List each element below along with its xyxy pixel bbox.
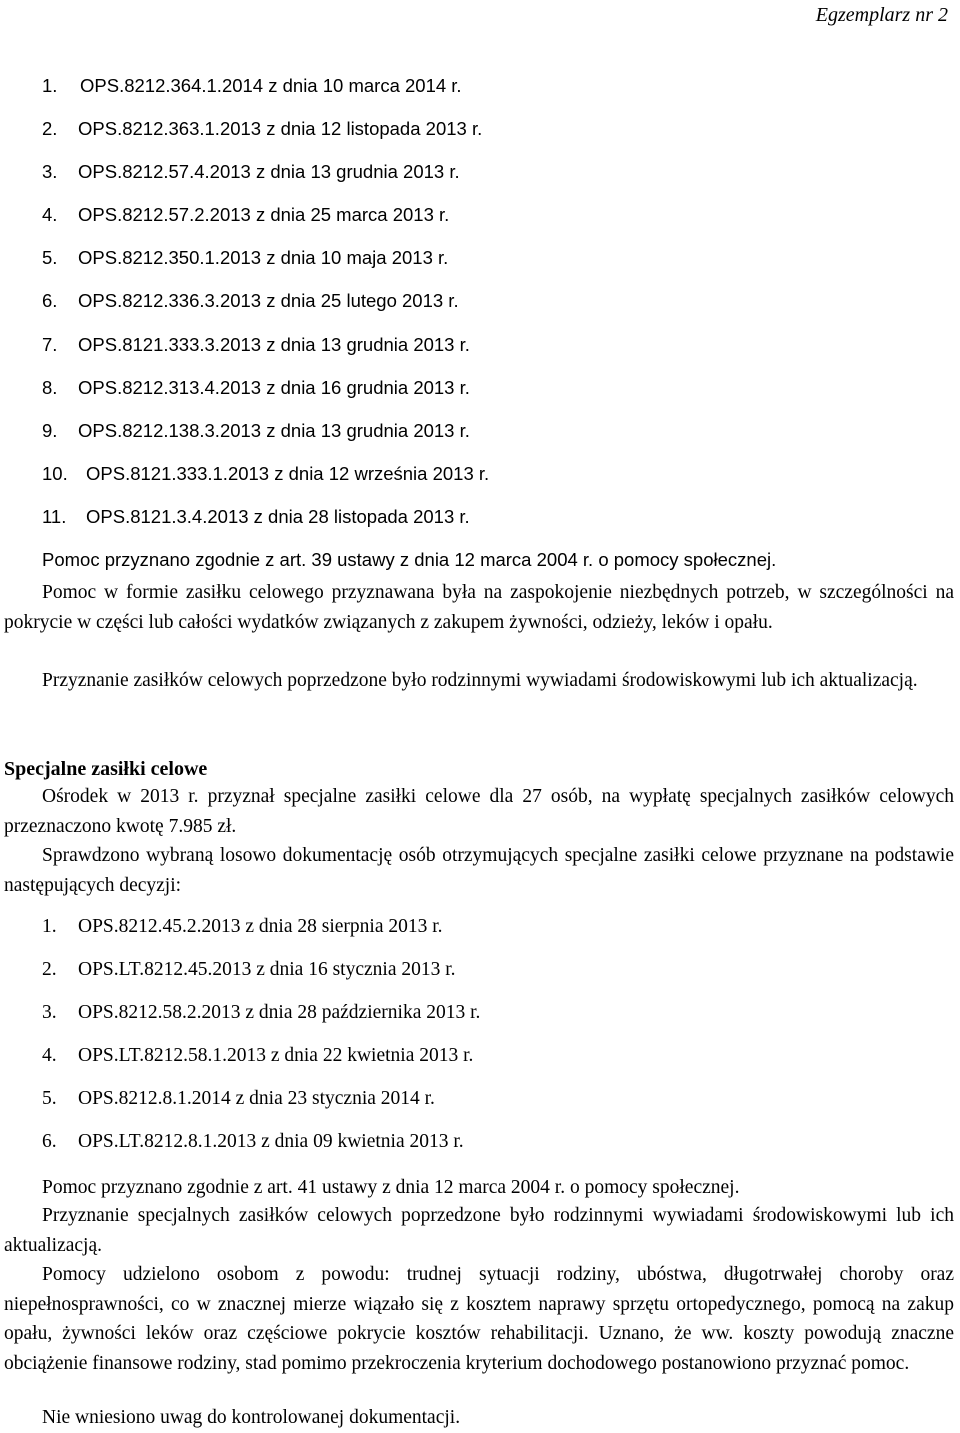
reasons-paragraph: Pomocy udzielono osobom z powodu: trudnej sytuacji rodziny, ubóstwa, długotrwałej choroby oraz niepełnosprawności, co w znacznej mierze wiązało się z kosztem naprawy sprzętu ortopedycznego, pomocą na zakup opału, żywności leków oraz częściowe pokrycie kosztów rehabilitacji. Uznano, że ww. koszty powodują znaczne obciążenie finansowe rodziny, stad pomimo przekroczenia kryterium dochodowego postanowiono przyznać pomoc.: [4, 1264, 954, 1374]
interview-paragraph-2: Przyznanie specjalnych zasiłków celowych poprzedzone było rodzinnymi wywiadami środowiskowymi lub ich aktualizacją.: [4, 1205, 954, 1256]
conclusion-paragraph: Nie wniesiono uwag do kontrolowanej dokumentacji.: [42, 1407, 461, 1428]
section-heading: Specjalne zasiłki celowe: [4, 758, 208, 780]
document-page: Egzemplarz nr 2 1. OPS.8212.364.1.2014 z dnia 10 marca 2014 r. 2. OPS.8212.363.1.2013 z dnia 12 listopada 2013 r. 3. OPS.8212.57.4.2013 z dnia 13 grudnia 2013 r. 4. OPS.8212.57.2.2013 z dnia 25 marca 2013 r. 5. OPS.8212.350.1.2013 z dnia 10 maja 2013 r. 6. OPS.8212.336.3.2013 z dnia 25 lutego 2013 r. 7. OPS.8121.333.3.2013 z dnia 13 grudnia 2013 r. 8. OPS.8212.313.4.2013 z dnia 16 grudnia 2013 r. 9. OPS.8212.138.3.2013 z dnia 13 grudnia 2013 r. 10. OPS.8121.333.1.2013 z dnia 12 września 2013 r. 11. OPS.8121.3.4.2013 z dnia 28 listopada 2013 r. Pomoc przyznano zgodnie z art. 39 ustawy z dnia 12 marca 2004 r. o pomocy społecznej. Pomoc w formie zasiłku celowego przyznawana była na zaspokojenie niezbędnych potrzeb, w szczególności na pokrycie w części lub całości wydatków związanych z zakupem żywności, odzieży, leków i opału. Przyznanie zasiłków celowych poprzedzone było rodzinnymi wywiadami środowiskowymi lub ich aktualizacją. Specjalne zasiłki celowe Ośrodek w 2013 r. przyznał specjalne zasiłki celowe dla 27 osób, na wypłatę specjalnych zasiłków celowych przeznaczono kwotę 7.985 zł. Sprawdzono wybraną losowo dokumentację osób otrzymujących specjalne zasiłki celowe przyznane na podstawie następujących decyzji: 1. OPS.8212.45.2.2013 z dnia 28 sierpnia 2013 r. 2. OPS.LT.8212.45.2013 z dnia 16 stycznia 2013 r. 3. OPS.8212.58.2.2013 z dnia 28 października 2013 r. 4. OPS.LT.8212.58.1.2013 z dnia 22 kwietnia 2013 r. 5. OPS.8212.8.1.2014 z dnia 23 stycznia 2014 r. 6. OPS.LT.8212.8.1.2013 z dnia 09 kwietnia 2013 r. Pomoc przyznano zgodnie z art. 41 ustawy z dnia 12 marca 2004 r. o pomocy społecznej. Przyznanie specjalnych zasiłków celowych poprzedzone było rodzinnymi wywiadami środowiskowymi lub ich aktualizacją. Pomocy udzielono osobom z powodu: trudnej sytuacji rodziny, ubóstwa, długotrwałej choroby oraz niepełnosprawności, co w znacznej mierze wiązało się z kosztem naprawy sprzętu ortopedycznego, pomocą na zakup opału, żywności leków oraz częściowe pokrycie kosztów rehabilitacji. Uznano, że ww. koszty powodują znaczne obciążenie finansowe rodziny, stad pomimo przekroczenia kryterium dochodowego postanowiono przyznać pomoc. Nie wniesiono uwag do kontrolowanej dokumentacji.: [0, 0, 960, 1432]
legal-basis-1: Pomoc przyznano zgodnie z art. 39 ustawy z dnia 12 marca 2004 r. o pomocy społecznej.: [42, 549, 777, 570]
purpose-paragraph: Pomoc w formie zasiłku celowego przyznawana była na zaspokojenie niezbędnych potrzeb, w szczególności na pokrycie w części lub całości wydatków związanych z zakupem żywności, odzieży, leków i opału.: [4, 582, 954, 633]
legal-basis-2: Pomoc przyznano zgodnie z art. 41 ustawy z dnia 12 marca 2004 r. o pomocy społecznej.: [42, 1177, 740, 1198]
copy-number-label: Egzemplarz nr 2: [815, 4, 948, 26]
checked-documents-paragraph: Sprawdzono wybraną losowo dokumentację osób otrzymujących specjalne zasiłki celowe przyznane na podstawie następujących decyzji:: [4, 845, 954, 896]
interview-paragraph-1: Przyznanie zasiłków celowych poprzedzone było rodzinnymi wywiadami środowiskowymi lub ich aktualizacją.: [42, 670, 918, 691]
special-allowance-intro: Ośrodek w 2013 r. przyznał specjalne zasiłki celowe dla 27 osób, na wypłatę specjalnych zasiłków celowych przeznaczono kwotę 7.985 zł.: [4, 786, 954, 837]
